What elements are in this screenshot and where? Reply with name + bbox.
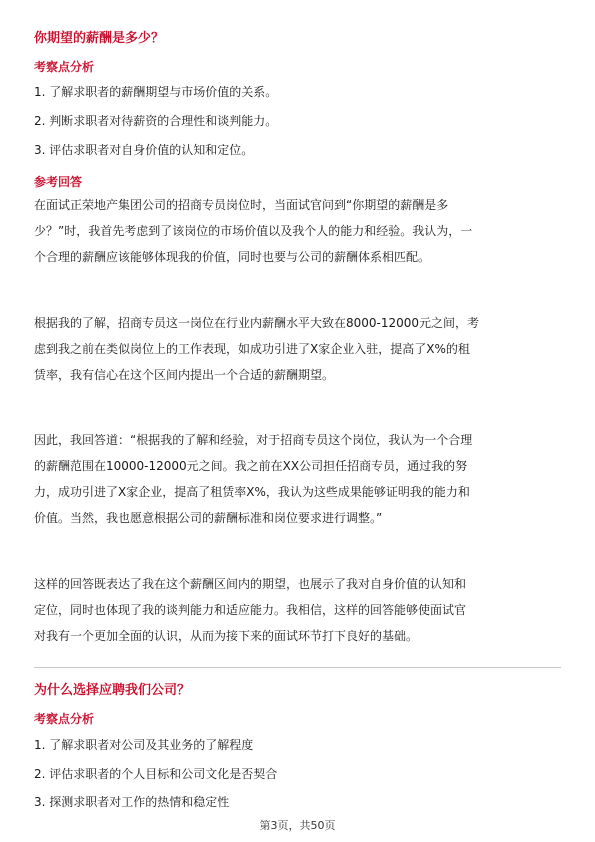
- question-title-2: 为什么选择应聘我们公司？: [34, 683, 191, 698]
- answer-heading: 参考回答: [34, 175, 83, 189]
- answer-paragraph-1: [34, 192, 562, 270]
- paragraph-line: 价值。当然，我也愿意根据公司的薪酬标准和岗位要求进行调整。”: [34, 511, 383, 525]
- paragraph-line: 定位，同时也体现了我的谈判能力和适应能力。我相信，这样的回答能够使面试官: [34, 603, 467, 617]
- paragraph-line: 个合理的薪酬应该能够体现我的价值，同时也要与公司的薪酬体系相匹配。: [34, 250, 431, 264]
- question-title-1: 你期望的薪酬是多少？: [34, 31, 165, 46]
- paragraph-line: 因此，我回答道：“根据我的了解和经验，对于招商专员这个岗位，我认为一个合理: [34, 433, 473, 447]
- paragraph-line: 根据我的了解，招商专员这一岗位在行业内薪酬水平大致在8000-12000元之间，考: [34, 316, 480, 330]
- page-number: 第3页，共50页: [259, 819, 336, 832]
- paragraph-line: 这样的回答既表达了我在这个薪酬区间内的期望，也展示了我对自身价值的认知和: [34, 577, 467, 591]
- paragraph-line: 对我有一个更加全面的认识，从而为接下来的面试环节打下良好的基础。: [34, 629, 419, 643]
- analysis-item: 3. 评估求职者对自身价值的认知和定位。: [34, 143, 254, 157]
- analysis-item: 3. 探测求职者对工作的热情和稳定性: [34, 795, 230, 809]
- paragraph-line: 在面试正荣地产集团公司的招商专员岗位时，当面试官问到“你期望的薪酬是多: [34, 198, 449, 212]
- paragraph-line: 虑到我之前在类似岗位上的工作表现，如成功引进了X家企业入驻，提高了X%的租: [34, 342, 470, 356]
- analysis-heading-2: 考察点分析: [34, 712, 95, 726]
- analysis-item: 2. 判断求职者对待薪资的合理性和谈判能力。: [34, 114, 278, 128]
- analysis-item: 2. 评估求职者的个人目标和公司文化是否契合: [34, 767, 278, 781]
- answer-paragraph-2: [34, 310, 562, 388]
- paragraph-line: 的薪酬范围在10000-12000元之间。我之前在XX公司担任招商专员，通过我的努: [34, 459, 468, 473]
- answer-paragraph-4: [34, 571, 562, 649]
- answer-paragraph-3: [34, 427, 562, 531]
- paragraph-line: 少？”时，我首先考虑到了该岗位的市场价值以及我个人的能力和经验。我认为，一: [34, 224, 473, 238]
- paragraph-line: 赁率，我有信心在这个区间内提出一个合适的薪酬期望。: [34, 368, 335, 382]
- analysis-item: 1. 了解求职者对公司及其业务的了解程度: [34, 738, 254, 752]
- paragraph-line: 力，成功引进了X家企业，提高了租赁率X%，我认为这些成果能够证明我的能力和: [34, 485, 470, 499]
- analysis-item: 1. 了解求职者的薪酬期望与市场价值的关系。: [34, 85, 278, 99]
- section-divider: [34, 667, 561, 668]
- analysis-heading-1: 考察点分析: [34, 60, 95, 74]
